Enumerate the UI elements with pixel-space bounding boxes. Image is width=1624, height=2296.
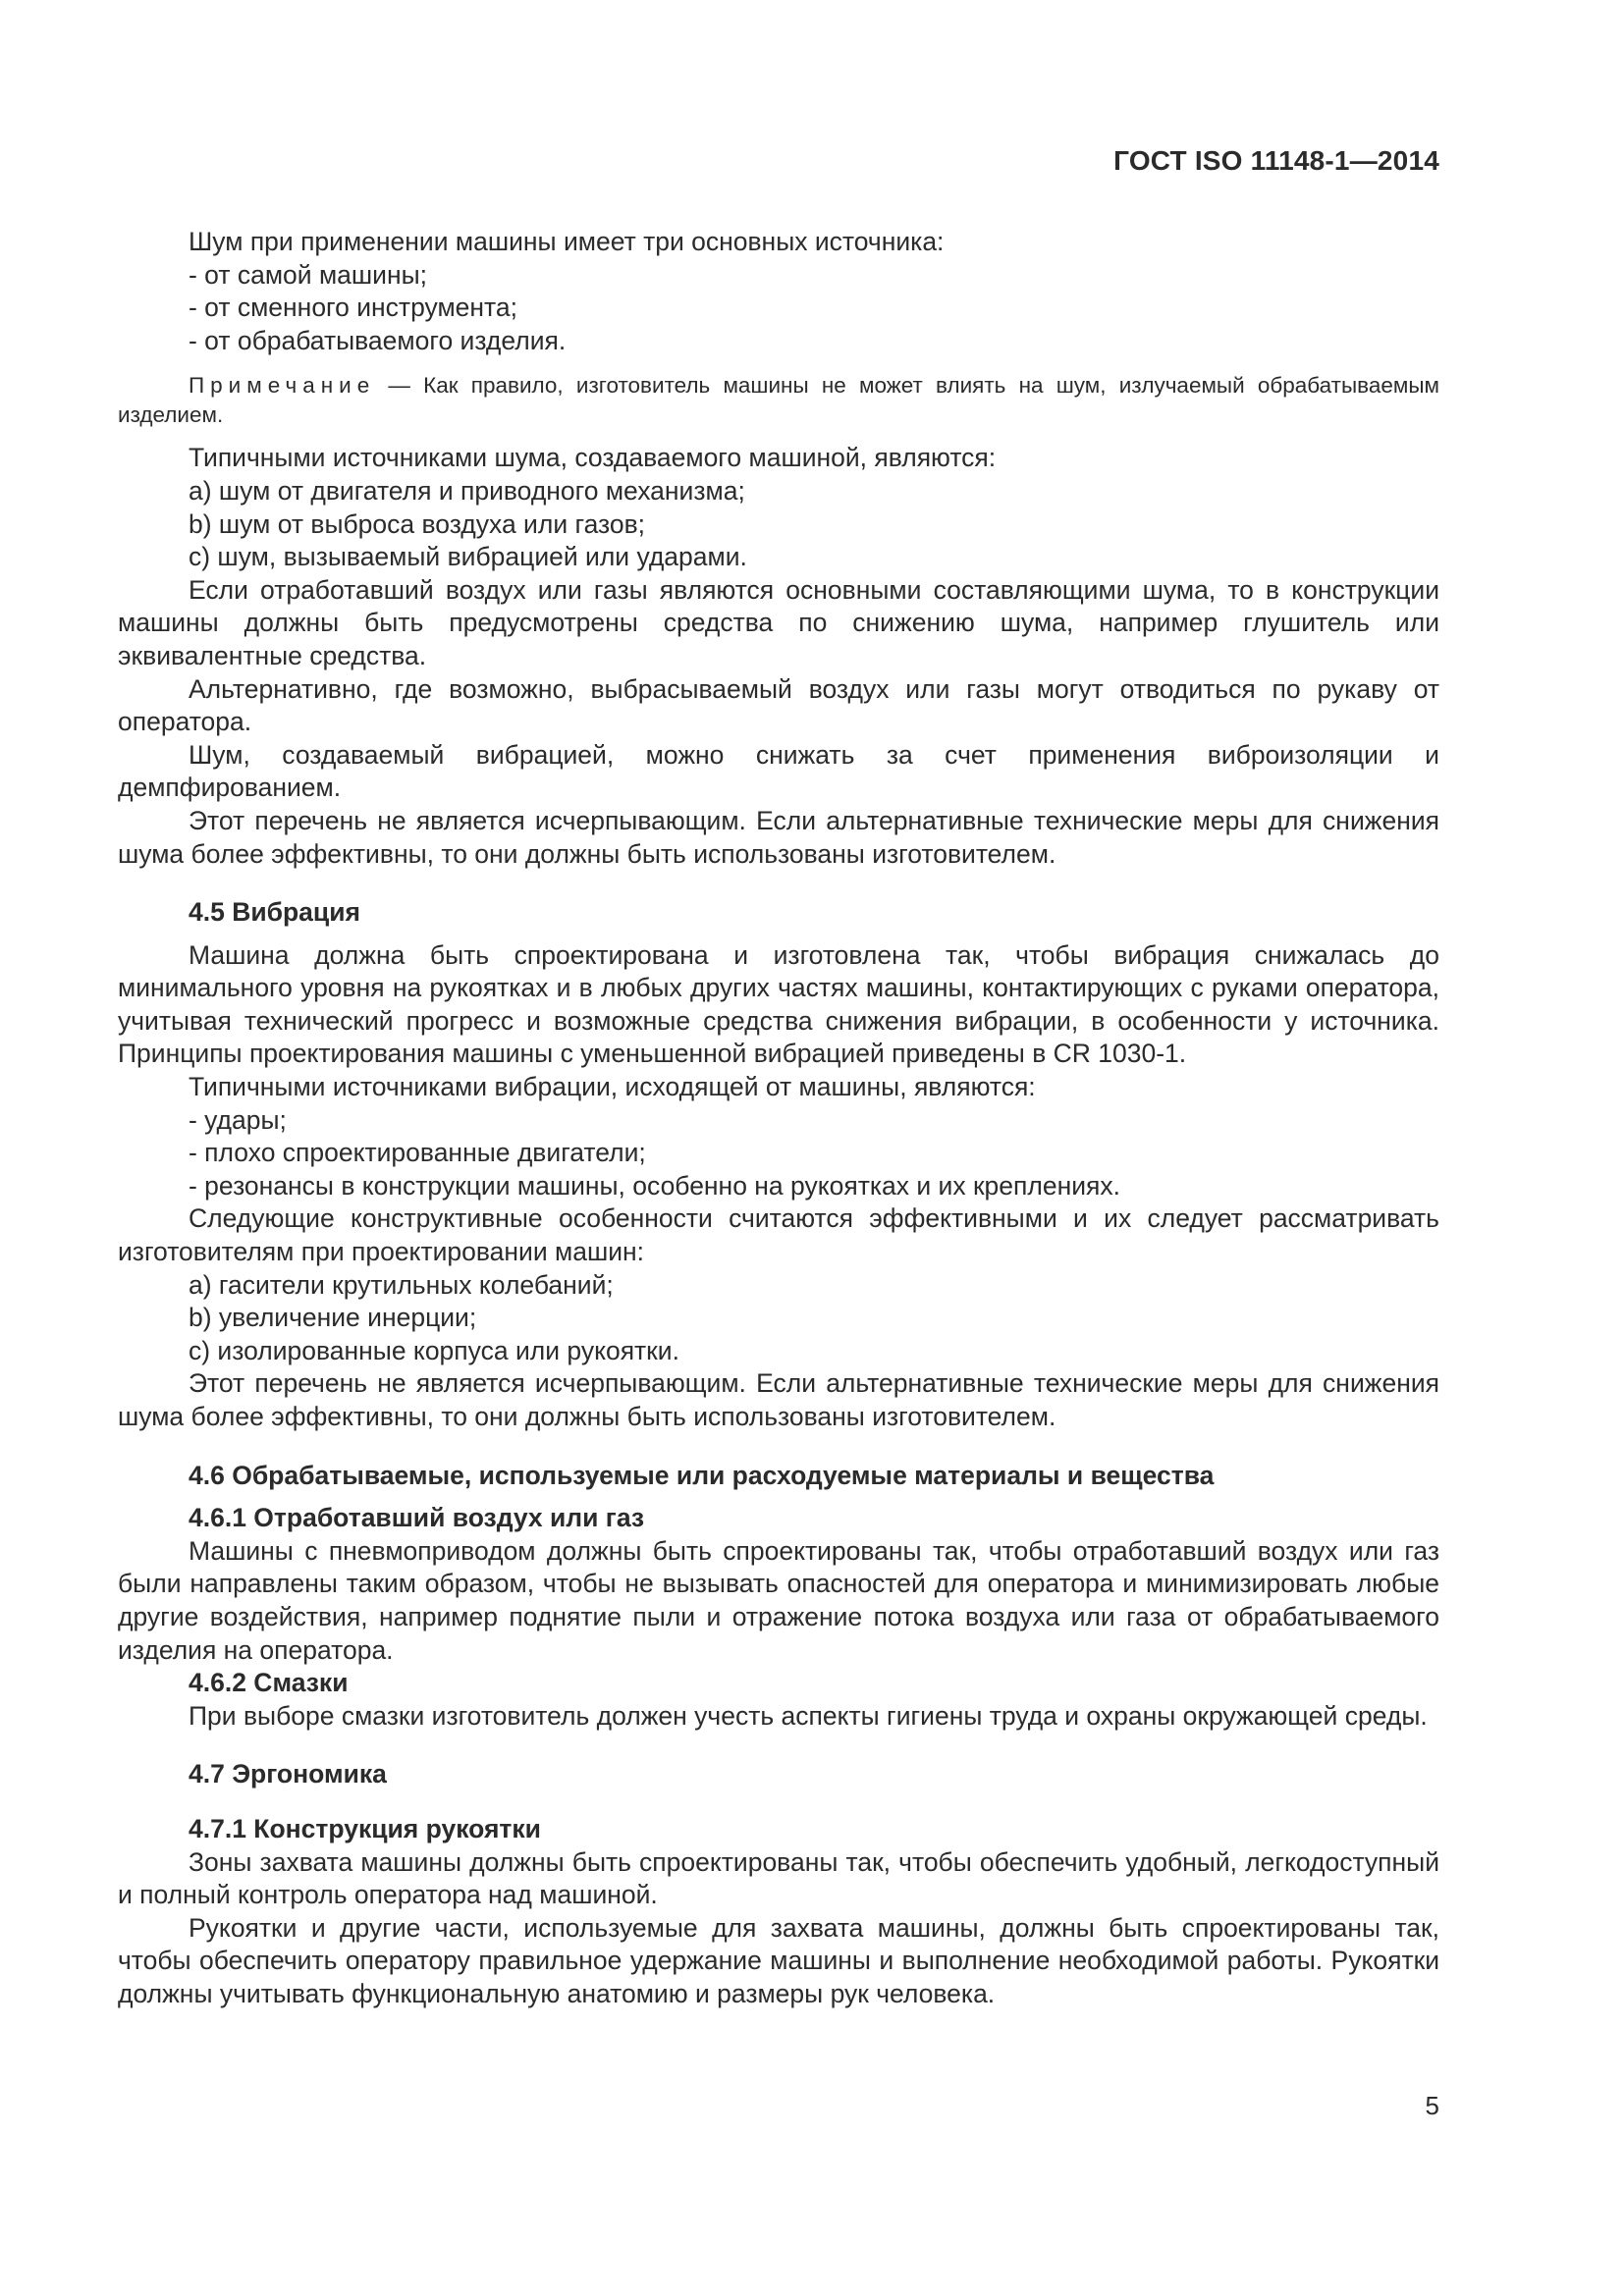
list-item: b) увеличение инерции; [189, 1303, 477, 1333]
paragraph-list-note: Этот перечень не является исчерпывающим. Если альтернативные технические меры для снижения шума более эффективны, то они должны быть использованы изготовителем. [118, 1368, 1439, 1431]
paragraph-noise-intro: Шум при применении машины имеет три основных источника: [189, 227, 945, 256]
list-item: - резонансы в конструкции машины, особенно на рукоятках и их креплениях. [189, 1170, 1120, 1201]
paragraph-typical-vibration: Типичными источниками вибрации, исходящей от машины, являются: [189, 1072, 1036, 1102]
note-paragraph [118, 371, 1439, 430]
list-item: b) шум от выброса воздуха или газов; [189, 508, 646, 539]
list-item: a) шум от двигателя и приводного механизма; [189, 475, 745, 506]
paragraph-typical-noise: Типичными источниками шума, создаваемого машиной, являются: [189, 443, 997, 473]
list-item: c) шум, вызываемый вибрацией или ударами. [189, 542, 747, 572]
paragraph-grip-zones: Зоны захвата машины должны быть спроектированы так, чтобы обеспечить удобный, легкодоступный и полный контроль оператора над машиной. [118, 1846, 1439, 1910]
paragraph-design: Следующие конструктивные особенности считаются эффективными и их следует рассматривать изготовителям при проектировании машин: [118, 1203, 1439, 1267]
section-heading-4-6: 4.6 Обрабатываемые, используемые или расходуемые материалы и вещества [189, 1460, 1215, 1490]
paragraph-alternative: Альтернативно, где возможно, выбрасываемый воздух или газы могут отводиться по рукаву от оператора. [118, 673, 1439, 737]
section-heading-4-5: 4.5 Вибрация [189, 897, 360, 928]
section-heading-4-6-1: 4.6.1 Отработавший воздух или газ [189, 1503, 645, 1533]
list-item: - плохо спроектированные двигатели; [189, 1138, 646, 1168]
note-label: Примечание [189, 373, 376, 399]
paragraph-lubricants: При выборе смазки изготовитель должен учесть аспекты гигиены труда и охраны окружающей среды. [189, 1700, 1428, 1731]
section-heading-4-7-1: 4.7.1 Конструкция рукоятки [189, 1813, 541, 1843]
section-heading-4-7: 4.7 Эргономика [189, 1759, 387, 1789]
document-body [118, 226, 1439, 2011]
page-number: 5 [1425, 2091, 1439, 2120]
list-item: c) изолированные корпуса или рукоятки. [189, 1335, 679, 1365]
paragraph-exhaust: Если отработавший воздух или газы являются основными составляющими шума, то в конструкции машины должны быть предусмотрены средства по снижению шума, например глушитель или эквивалентные средства. [118, 574, 1439, 670]
paragraph-list-note: Этот перечень не является исчерпывающим. Если альтернативные технические меры для снижения шума более эффективны, то они должны быть использованы изготовителем. [118, 805, 1439, 869]
list-item: - от самой машины; [189, 259, 428, 290]
list-item: a) гасители крутильных колебаний; [189, 1269, 614, 1300]
paragraph-vibration-noise: Шум, создаваемый вибрацией, можно снижать за счет применения виброизоляции и демпфированием. [118, 739, 1439, 803]
note-text: — Как правило, изготовитель машины не может влиять на шум, излучаемый обрабатываемым изделием. [118, 373, 1439, 428]
list-item: - от сменного инструмента; [189, 293, 517, 323]
list-item: - от обрабатываемого изделия. [189, 325, 567, 355]
paragraph-vibration: Машина должна быть спроектирована и изготовлена так, чтобы вибрация снижалась до минимального уровня на рукоятках и в любых других частях машины, контактирующих с руками оператора, учитывая технический прогресс и возможные средства снижения вибрации, в особенности у источника. Принципы проектирования машины с уменьшенной вибрацией приведены в CR 1030-1. [118, 939, 1439, 1069]
paragraph-exhaust-air: Машины с пневмоприводом должны быть спроектированы так, чтобы отработавший воздух или газ были направлены таким образом, чтобы не вызывать опасностей для оператора и минимизировать любые другие воздействия, например поднятие пыли и отражение потока воздуха или газа от обрабатываемого изделия на оператора. [118, 1535, 1439, 1665]
paragraph-handles: Рукоятки и другие части, используемые для захвата машины, должны быть спроектированы так, чтобы обеспечить оператору правильное удержание машины и выполнение необходимой работы. Рукоятки должны учитывать функциональную анатомию и размеры рук человека. [118, 1912, 1439, 2008]
document-header: ГОСТ ISO 11148-1—2014 [1113, 145, 1439, 176]
list-item: - удары; [189, 1104, 287, 1135]
section-heading-4-6-2: 4.6.2 Смазки [189, 1668, 349, 1698]
